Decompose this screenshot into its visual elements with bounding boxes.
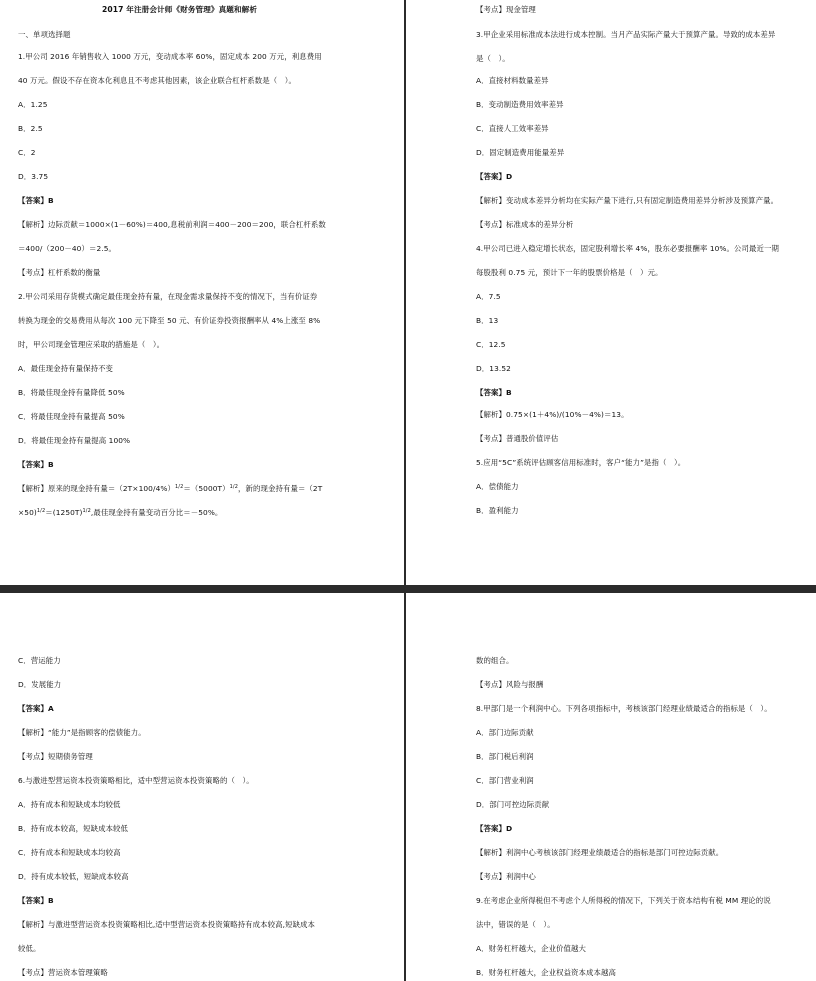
question-4-option-a: A．7.5 — [476, 292, 501, 301]
section-heading: 一、单项选择题 — [18, 30, 71, 39]
question-7-analysis-continued: 数的组合。 — [476, 656, 514, 665]
question-6-answer: 【答案】B — [18, 896, 54, 905]
question-7-point: 【考点】风险与报酬 — [476, 680, 544, 689]
question-2-point: 【考点】现金管理 — [476, 5, 536, 14]
question-1-option-d: D．3.75 — [18, 172, 49, 181]
question-6-option-d: D．持有成本较低，短缺成本较高 — [18, 872, 129, 881]
document-page-2 — [406, 0, 816, 585]
superscript: 1/2 — [229, 484, 239, 490]
question-4-answer: 【答案】B — [476, 388, 512, 397]
question-1-analysis-line-1: 【解析】边际贡献＝1000×(1－60%)＝400,息税前利润＝400－200＝200，联合杠杆系数 — [18, 220, 326, 229]
analysis-text: 【解析】原来的现金持有量＝（2T×100/4%） — [18, 484, 175, 493]
question-1-option-c: C．2 — [18, 148, 36, 157]
question-8-option-a: A．部门边际贡献 — [476, 728, 534, 737]
document-title: 2017 年注册会计师《财务管理》真题和解析 — [102, 5, 258, 14]
question-8-stem: 8.甲部门是一个利润中心。下列各项指标中，考核该部门经理业绩最适合的指标是（ ）。 — [476, 704, 772, 713]
question-5-option-c: C．营运能力 — [18, 656, 61, 665]
question-9-option-a: A．财务杠杆越大，企业价值越大 — [476, 944, 587, 953]
question-6-option-a: A．持有成本和短缺成本均较低 — [18, 800, 121, 809]
question-2-option-b: B．将最佳现金持有量降低 50% — [18, 388, 125, 397]
question-9-stem-line-2: 法中，错误的是（ ）。 — [476, 920, 555, 929]
analysis-text: ,最佳现金持有量变动百分比＝－50%。 — [90, 508, 223, 517]
question-8-option-c: C．部门营业利润 — [476, 776, 534, 785]
question-4-analysis: 【解析】0.75×(1＋4%)/(10%－4%)＝13。 — [476, 410, 629, 419]
question-5-analysis: 【解析】“能力”是指顾客的偿债能力。 — [18, 728, 146, 737]
question-1-option-b: B．2.5 — [18, 124, 43, 133]
question-9-stem-line-1: 9.在考虑企业所得税但不考虑个人所得税的情况下，下列关于资本结构有税 MM 理论的说 — [476, 896, 771, 905]
question-4-option-d: D．13.52 — [476, 364, 511, 373]
question-2-stem-line-3: 时，甲公司现金管理应采取的措施是（ ）。 — [18, 340, 165, 349]
question-3-answer: 【答案】D — [476, 172, 513, 181]
question-5-option-b: B．盈利能力 — [476, 506, 519, 515]
question-3-point: 【考点】标准成本的差异分析 — [476, 220, 574, 229]
question-1-option-a: A．1.25 — [18, 100, 48, 109]
question-8-option-d: D．部门可控边际贡献 — [476, 800, 550, 809]
question-2-stem-line-2: 转换为现金的交易费用从每次 100 元下降至 50 元、有价证券投资报酬率从 4%上涨至 8% — [18, 316, 321, 325]
question-1-point: 【考点】杠杆系数的衡量 — [18, 268, 101, 277]
question-8-option-b: B．部门税后利润 — [476, 752, 534, 761]
question-3-option-b: B．变动制造费用效率差异 — [476, 100, 564, 109]
analysis-text: ，新的现金持有量＝（2T — [238, 484, 323, 493]
document-page-1 — [0, 0, 404, 585]
question-2-option-d: D．将最佳现金持有量提高 100% — [18, 436, 131, 445]
superscript: 1/2 — [82, 508, 91, 514]
question-8-point: 【考点】利润中心 — [476, 872, 536, 881]
question-2-stem-line-1: 2.甲公司采用存货模式确定最佳现金持有量，在现金需求量保持不变的情况下，当有价证券 — [18, 292, 318, 301]
question-2-analysis-line-2 — [18, 508, 222, 518]
question-2-analysis-line-1 — [18, 484, 322, 494]
question-4-stem-line-1: 4.甲公司已进入稳定增长状态，固定股利增长率 4%，股东必要报酬率 10%。公司最近一期 — [476, 244, 779, 253]
analysis-text: ＝(1250T) — [45, 508, 83, 517]
question-3-option-a: A．直接材料数量差异 — [476, 76, 549, 85]
page-divider-horizontal — [0, 585, 816, 593]
question-2-option-c: C．将最佳现金持有量提高 50% — [18, 412, 125, 421]
question-5-stem: 5.应用“5C”系统评估顾客信用标准时，客户“能力”是指（ ）。 — [476, 458, 686, 467]
question-5-option-d: D．发展能力 — [18, 680, 62, 689]
question-4-option-c: C．12.5 — [476, 340, 506, 349]
question-3-option-d: D．固定制造费用能量差异 — [476, 148, 565, 157]
question-4-point: 【考点】普通股价值评估 — [476, 434, 559, 443]
question-5-point: 【考点】短期债务管理 — [18, 752, 93, 761]
analysis-text: ＝（5000T） — [183, 484, 230, 493]
question-4-stem-line-2: 每股股利 0.75 元，预计下一年的股票价格是（ ）元。 — [476, 268, 663, 277]
question-1-stem-line-1: 1.甲公司 2016 年销售收入 1000 万元，变动成本率 60%，固定成本 200 万元，利息费用 — [18, 52, 322, 61]
question-3-stem-line-1: 3.甲企业采用标准成本法进行成本控制。当月产品实际产量大于预算产量。导致的成本差异 — [476, 30, 776, 39]
question-3-option-c: C．直接人工效率差异 — [476, 124, 549, 133]
question-3-analysis: 【解析】变动成本差异分析均在实际产量下进行,只有固定制造费用差异分析涉及预算产量。 — [476, 196, 779, 205]
question-6-stem: 6.与激进型营运资本投资策略相比，适中型营运资本投资策略的（ ）。 — [18, 776, 254, 785]
superscript: 1/2 — [36, 508, 46, 514]
question-1-answer: 【答案】B — [18, 196, 54, 205]
question-6-analysis-line-1: 【解析】与激进型营运资本投资策略相比,适中型营运资本投资策略持有成本较高,短缺成本 — [18, 920, 316, 929]
question-5-option-a: A．偿债能力 — [476, 482, 519, 491]
document-page-4 — [406, 593, 816, 981]
superscript: 1/2 — [175, 484, 184, 490]
question-6-option-c: C．持有成本和短缺成本均较高 — [18, 848, 121, 857]
question-8-analysis: 【解析】利润中心考核该部门经理业绩最适合的指标是部门可控边际贡献。 — [476, 848, 724, 857]
question-4-option-b: B．13 — [476, 316, 499, 325]
question-3-stem-line-2: 是（ ）。 — [476, 54, 510, 63]
question-1-analysis-line-2: ＝400/（200－40）＝2.5。 — [18, 244, 117, 253]
question-8-answer: 【答案】D — [476, 824, 513, 833]
question-5-answer: 【答案】A — [18, 704, 54, 713]
document-page-3 — [0, 593, 404, 981]
analysis-text: ×50) — [18, 508, 37, 517]
question-9-option-b: B．财务杠杆越大，企业权益资本成本越高 — [476, 968, 617, 977]
question-2-option-a: A．最佳现金持有量保持不变 — [18, 364, 114, 373]
question-6-analysis-line-2: 较低。 — [18, 944, 41, 953]
question-1-stem-line-2: 40 万元。假设不存在资本化利息且不考虑其他因素，该企业联合杠杆系数是（ ）。 — [18, 76, 297, 85]
question-2-answer: 【答案】B — [18, 460, 54, 469]
question-6-point: 【考点】营运资本管理策略 — [18, 968, 108, 977]
question-6-option-b: B．持有成本较高，短缺成本较低 — [18, 824, 129, 833]
